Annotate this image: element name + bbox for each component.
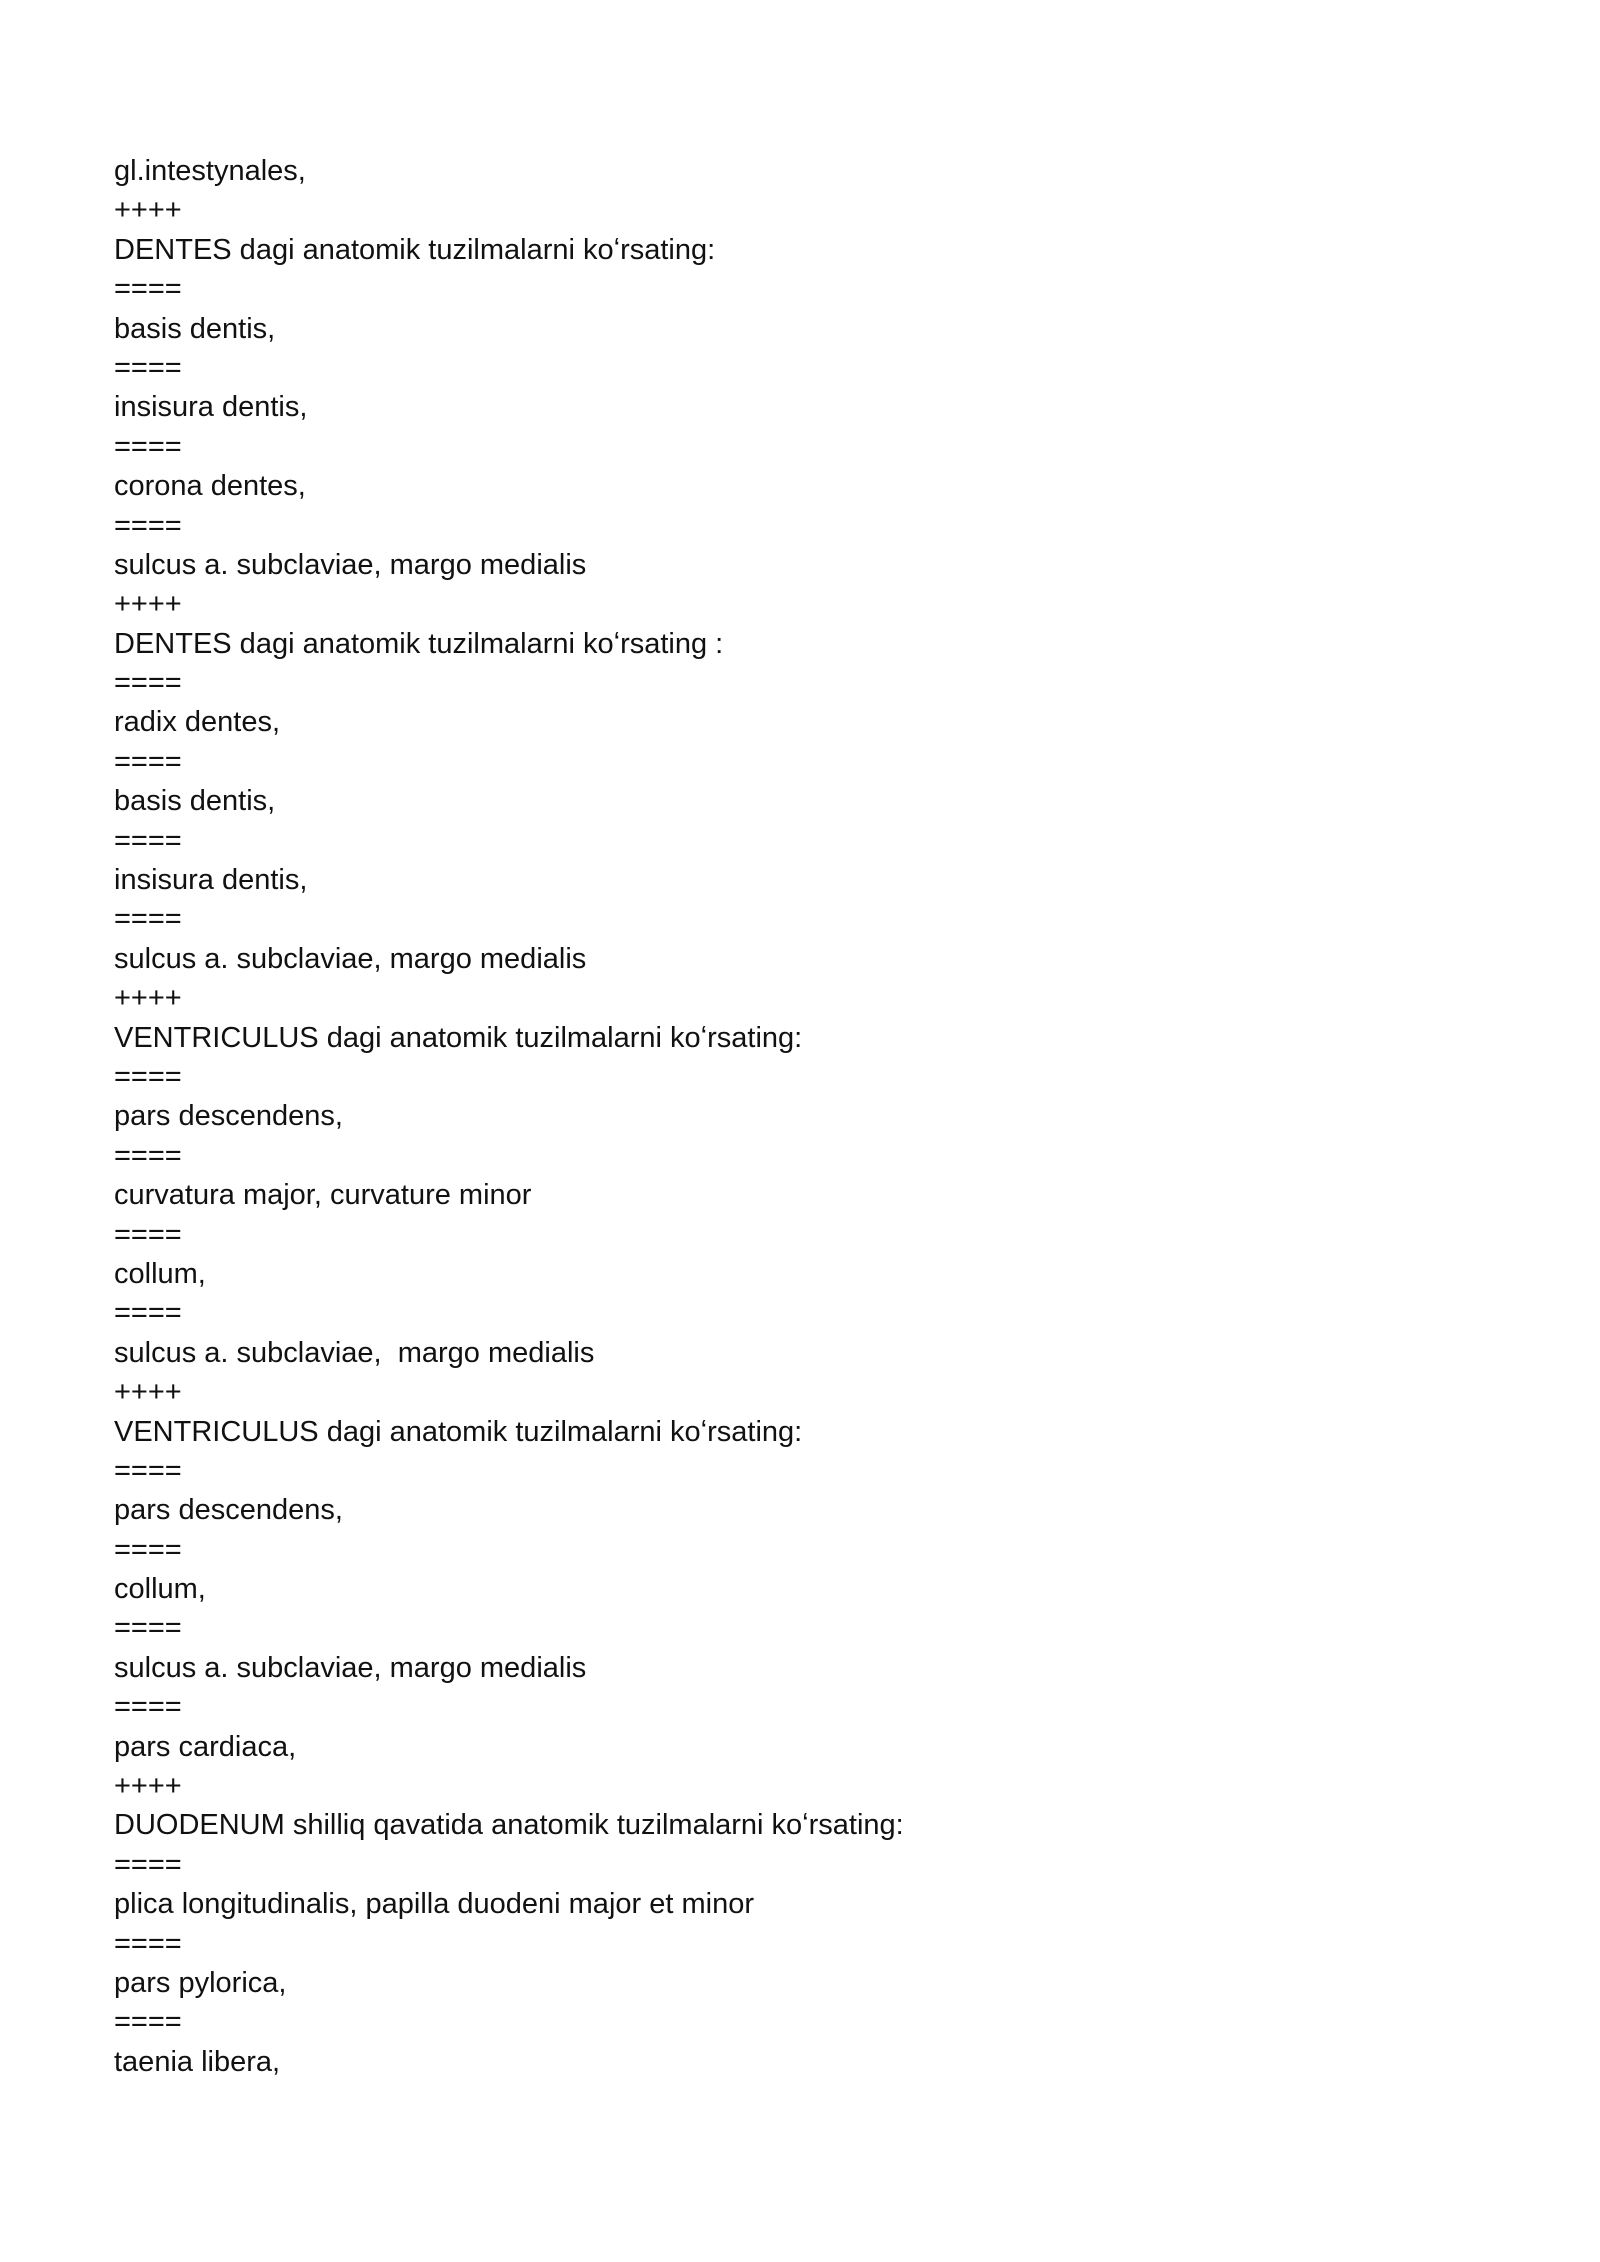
option-separator: ==== <box>114 1139 182 1172</box>
option-separator: ==== <box>114 273 182 306</box>
option-separator: ==== <box>114 351 182 384</box>
option-separator: ==== <box>114 1691 182 1724</box>
answer-option: sulcus a. subclaviae, margo medialis <box>114 1651 587 1684</box>
question-separator: ++++ <box>114 1376 182 1409</box>
answer-option: pars descendens, <box>114 1100 343 1133</box>
question-separator: ++++ <box>114 588 182 621</box>
answer-option: collum, <box>114 1257 206 1290</box>
question-text: VENTRICULUS dagi anatomik tuzilmalarni koʻrsating: <box>114 1021 803 1054</box>
question-text: DUODENUM shilliq qavatida anatomik tuzilmalarni koʻrsating: <box>114 1809 904 1842</box>
question-text: DENTES dagi anatomik tuzilmalarni koʻrsating: <box>114 233 716 266</box>
option-separator: ==== <box>114 430 182 463</box>
answer-option: basis dentis, <box>114 785 276 818</box>
option-separator: ==== <box>114 1848 182 1881</box>
text-line: gl.intestynales, <box>114 155 306 187</box>
answer-option: plica longitudinalis, papilla duodeni major et minor <box>114 1888 754 1921</box>
answer-option: sulcus a. subclaviae, margo medialis <box>114 548 587 581</box>
question-text: DENTES dagi anatomik tuzilmalarni koʻrsating : <box>114 627 724 660</box>
answer-option: insisura dentis, <box>114 391 308 424</box>
question-text: VENTRICULUS dagi anatomik tuzilmalarni koʻrsating: <box>114 1415 803 1448</box>
answer-option: curvatura major, curvature minor <box>114 1179 532 1212</box>
answer-option: insisura dentis, <box>114 864 308 897</box>
option-separator: ==== <box>114 903 182 936</box>
option-separator: ==== <box>114 509 182 542</box>
answer-option: collum, <box>114 1573 206 1606</box>
question-separator: ++++ <box>114 982 182 1015</box>
answer-option: corona dentes, <box>114 470 306 503</box>
answer-option: pars cardiaca, <box>114 1730 297 1763</box>
answer-option: taenia libera, <box>114 2045 281 2078</box>
option-separator: ==== <box>114 667 182 700</box>
option-separator: ==== <box>114 1060 182 1093</box>
option-separator: ==== <box>114 1533 182 1566</box>
option-separator: ==== <box>114 1297 182 1330</box>
option-separator: ==== <box>114 745 182 778</box>
answer-option: pars descendens, <box>114 1494 343 1527</box>
question-separator: ++++ <box>114 1770 182 1803</box>
option-separator: ==== <box>114 1927 182 1960</box>
answer-option: sulcus a. subclaviae, margo medialis <box>114 942 587 975</box>
question-separator: ++++ <box>114 194 182 227</box>
answer-option: sulcus a. subclaviae, margo medialis <box>114 1336 595 1369</box>
option-separator: ==== <box>114 1218 182 1251</box>
option-separator: ==== <box>114 1454 182 1487</box>
document-body <box>114 152 1514 2082</box>
answer-option: basis dentis, <box>114 312 276 345</box>
answer-option: radix dentes, <box>114 706 281 739</box>
option-separator: ==== <box>114 824 182 857</box>
option-separator: ==== <box>114 1612 182 1645</box>
answer-option: pars pylorica, <box>114 1966 287 1999</box>
option-separator: ==== <box>114 2006 182 2039</box>
